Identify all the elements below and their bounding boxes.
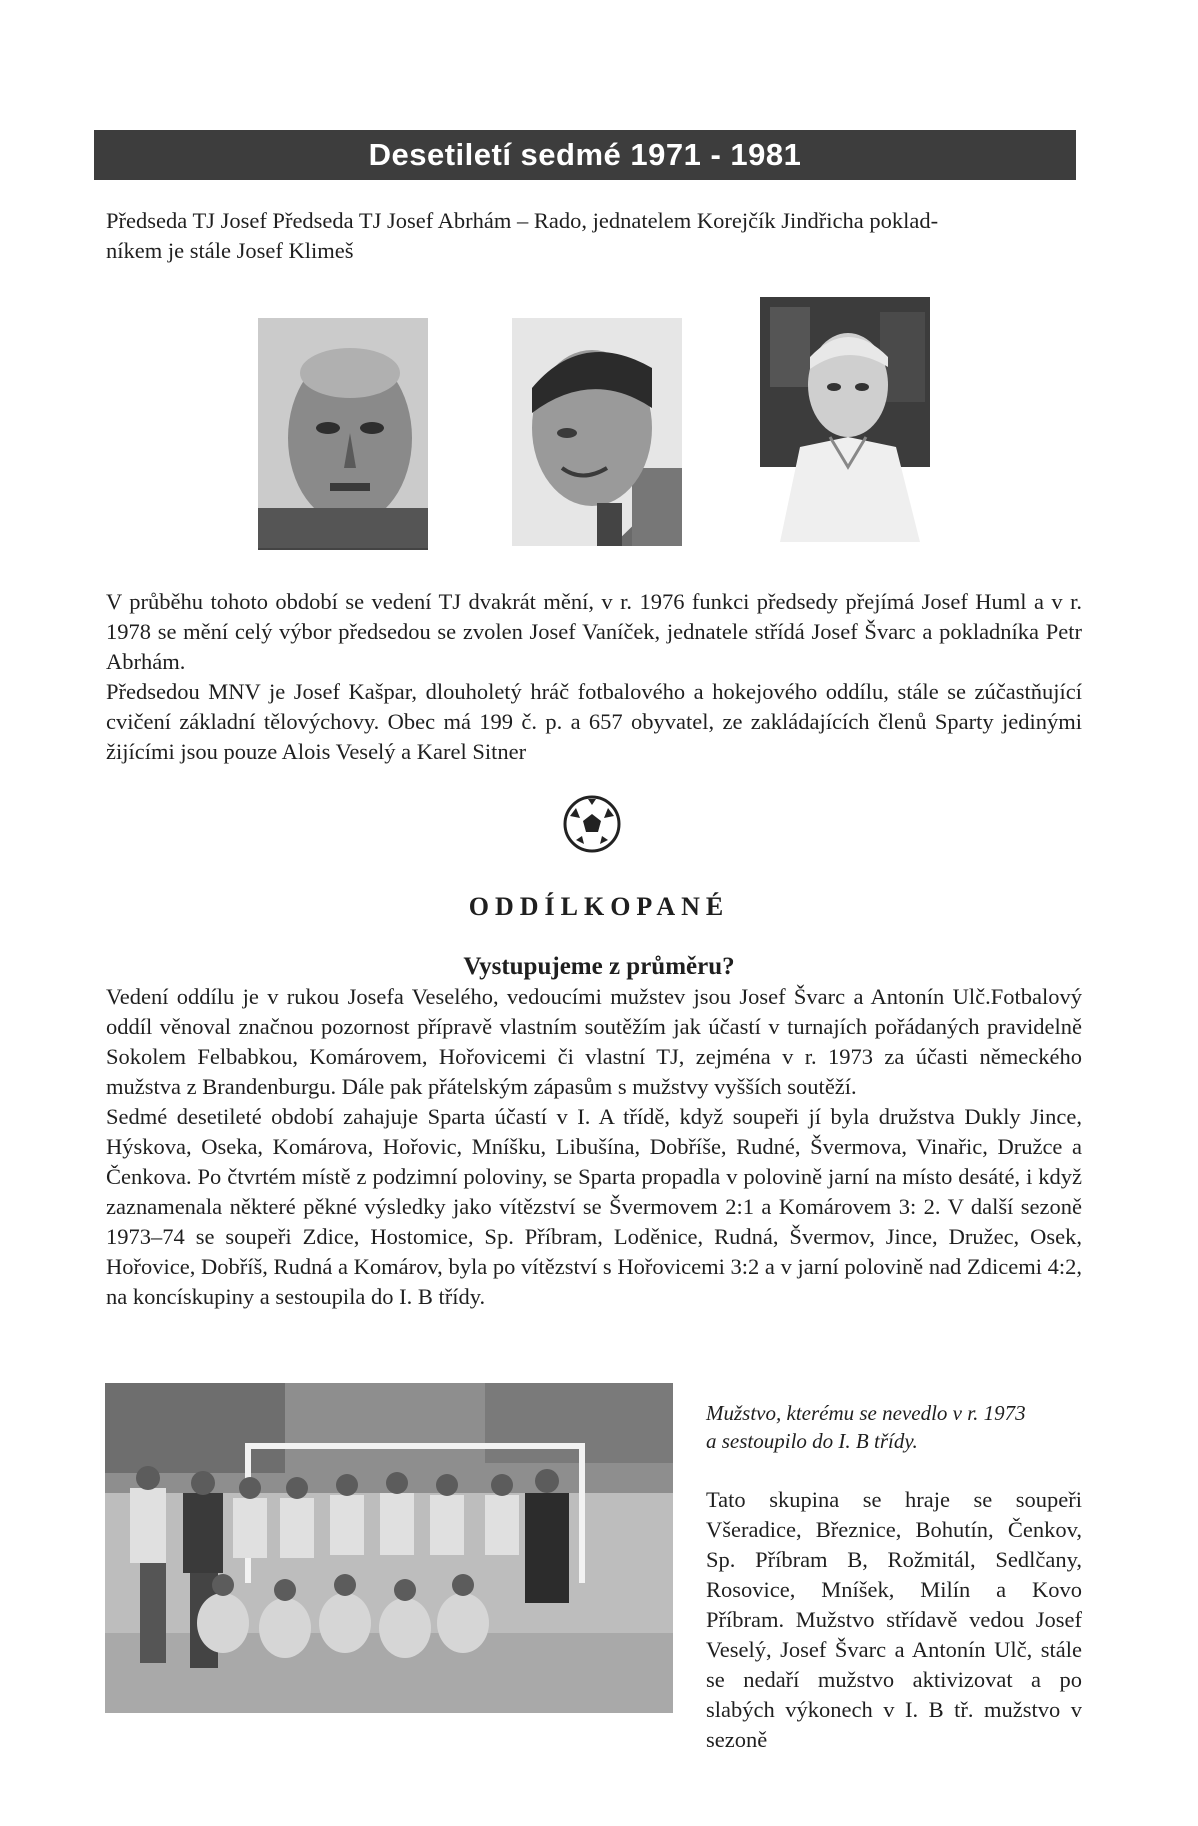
section-body bbox=[106, 982, 1082, 1312]
caption-line-1: Mužstvo, kterému se nevedlo v r. 1973 bbox=[706, 1401, 1026, 1425]
paragraph-leadership-2: Předsedou MNV je Josef Kašpar, dlouholetý hráč fotbalového a hokejového oddílu, stále se zúčastňující cvičení základní tělovýchovy. Obec má 199 č. p. a 657 obyvatel, ze zakládajících členů Sparty jedinými žijícími jsou pouze Alois Veselý a Karel Sitner bbox=[106, 679, 1082, 764]
portrait-photo-1 bbox=[258, 318, 428, 548]
section-title: ODDÍLKOPANÉ bbox=[468, 892, 730, 921]
intro-line-2: níkem je stále Josef Klimeš bbox=[106, 238, 354, 263]
caption-line-2: a sestoupilo do I. B třídy. bbox=[706, 1429, 918, 1453]
chapter-header bbox=[94, 130, 1076, 180]
side-paragraph: Tato skupina se hraje se soupeři Všeradice, Březnice, Bohutín, Čenkov, Sp. Příbram B, Rožmitál, Sedlčany, Rosovice, Mníšek, Milín a Kovo Příbram. Mužstvo střídavě vedou Josef Veselý, Josef Švarc a Antonín Ulč, stále se nedaří mužstvo aktivizovat a po slabých výkonech v I. B tř. mužstvo v sezoně bbox=[706, 1487, 1082, 1752]
section-paragraph-1: Vedení oddílu je v rukou Josefa Veselého, vedoucími mužstev jsou Josef Švarc a Antonín Ulč.Fotbalový oddíl věnoval značnou pozornost přípravě vlastním soutěžím jak účastí v turnajích pořádaných pravidelně Sokolem Felbabkou, Komárovem, Hořovicemi či vlastní TJ, zejména v r. 1973 za účasti německého mužstva z Brandenburgu. Dále pak přátelským zápasům s mužstvy vyšších soutěží. bbox=[106, 984, 1082, 1099]
portrait-photo-2 bbox=[512, 318, 682, 546]
section-paragraph-2: Sedmé desetileté období zahajuje Sparta účastí v I. A třídě, když soupeři jí byla družstva Dukly Jince, Hýskova, Oseka, Komárova, Hořovic, Mníšku, Libušína, Dobříše, Rudné, Švermova, Vinařic, Družce a Čenkova. Po čtvrtém místě z podzimní poloviny, se Sparta propadla v polovině jarní na místo desáté, i když zaznamenala některé pěkné výsledky jako vítězství se Švermovem 2:1 a Komárovem 3: 2. V další sezoně 1973–74 se soupeři Zdice, Hostomice, Sp. Příbram, Loděnice, Rudná, Švermov, Jince, Družec, Osek, Hořovice, Dobříš, Rudná a Komárov, byla po vítězství s Hořovicemi 3:2 a v jarní polovině nad Zdicemi 4:2, na koncískupiny a sestoupila do I. B třídy. bbox=[106, 1104, 1082, 1309]
intro-line-1: Předseda TJ Josef Předseda TJ Josef Abrhám – Rado, jednatelem Korejčík Jindřicha poklad- bbox=[106, 208, 939, 233]
section-subtitle: Vystupujeme z průměru? bbox=[463, 953, 735, 980]
paragraph-leadership-1: V průběhu tohoto období se vedení TJ dvakrát mění, v r. 1976 funkci předsedy přejímá Josef Huml a v r. 1978 se mění celý výbor předsedou se zvolen Josef Vaníček, jednatele střídá Josef Švarc a pokladníka Petr Abrhám. bbox=[106, 589, 1082, 674]
football-icon bbox=[562, 794, 622, 854]
team-photo bbox=[105, 1383, 673, 1713]
chapter-title: Desetiletí sedmé 1971 - 1981 bbox=[368, 137, 802, 172]
paragraph-leadership bbox=[106, 587, 1082, 767]
intro-text bbox=[106, 206, 1086, 266]
portrait-underline bbox=[258, 548, 428, 550]
team-photo-caption bbox=[706, 1399, 1086, 1455]
portrait-photo-3 bbox=[760, 297, 930, 542]
